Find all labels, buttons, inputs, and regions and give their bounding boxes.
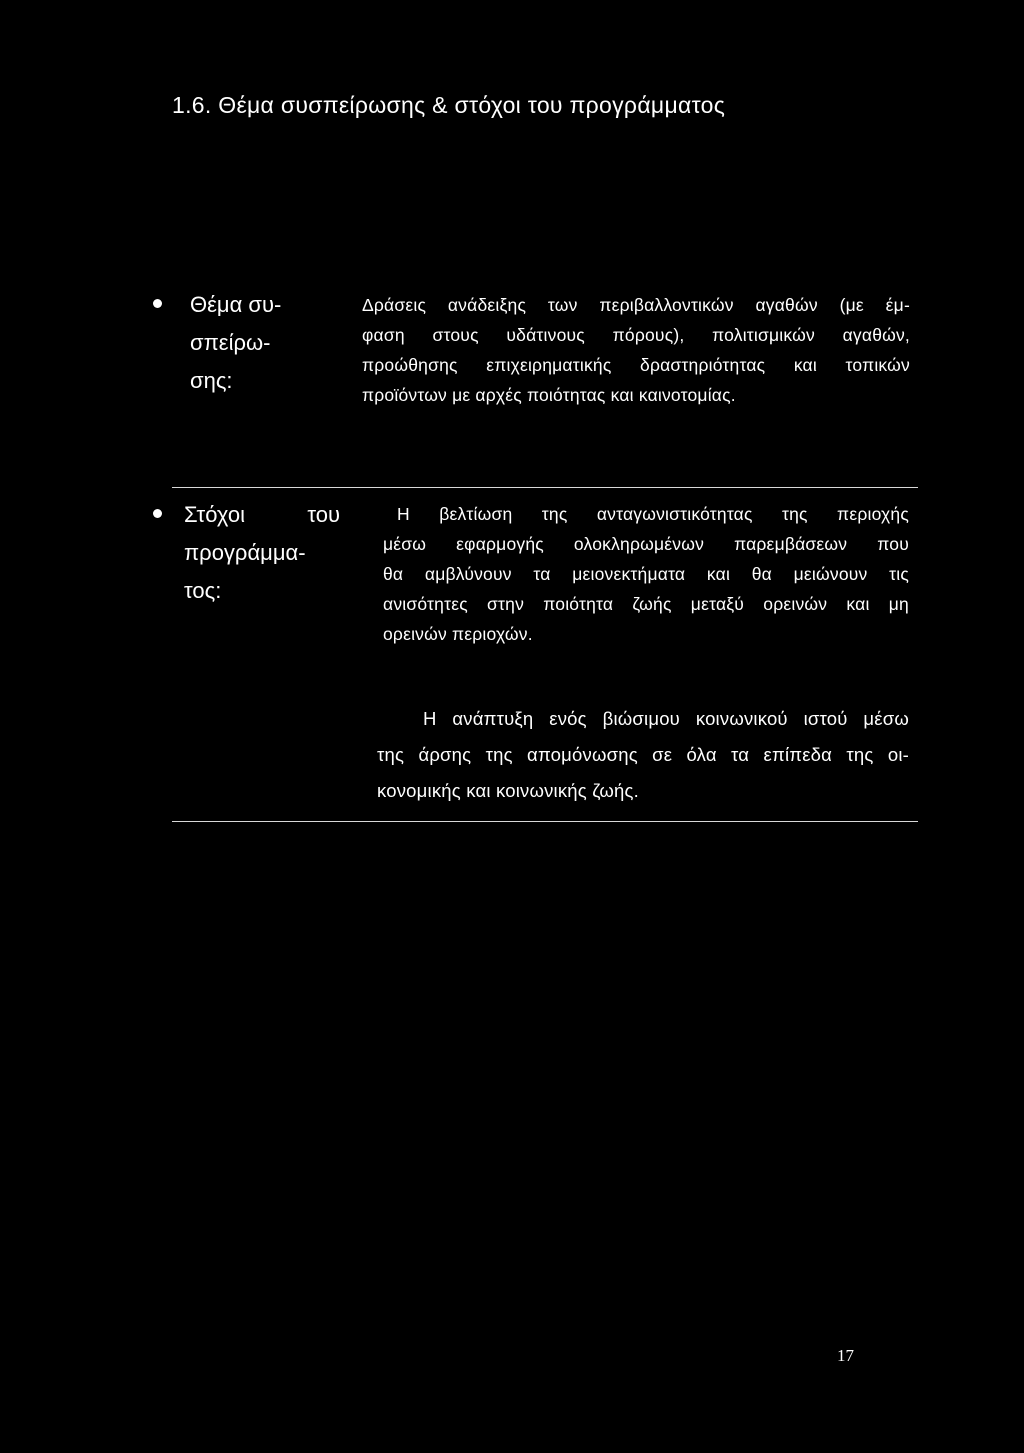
goals-paragraph-line: Η ανάπτυξη ενός βιώσιμου κοινωνικού ιστού μέσω [423, 708, 909, 729]
goals-paragraph-line: θα αμβλύνουν τα μειονεκτήματα και θα μειώνουν τις [383, 564, 909, 584]
theme-body [362, 290, 910, 410]
theme-body-line: Δράσεις ανάδειξης των περιβαλλοντικών αγαθών (με έμ- [362, 295, 910, 315]
goals-paragraph-line: της άρσης της απομόνωσης σε όλα τα επίπεδα της οι- [377, 744, 909, 765]
theme-bullet-icon [153, 299, 162, 308]
theme-label-line: σπείρω- [190, 330, 271, 355]
theme-label-line: σης: [190, 368, 233, 393]
goals-paragraph-1 [383, 499, 909, 649]
goals-bullet-icon [153, 509, 162, 518]
goals-paragraph-line: κονομικής και κοινωνικής ζωής. [377, 780, 639, 801]
theme-label-line: Θέμα συ- [190, 292, 282, 317]
goals-paragraph-line: Η βελτίωση της ανταγωνιστικότητας της περιοχής [397, 504, 909, 524]
goals-paragraph-2 [377, 701, 909, 809]
goals-label-line: τος: [184, 578, 222, 603]
goals-paragraph-line: μέσω εφαρμογής ολοκληρωμένων παρεμβάσεων που [383, 534, 909, 554]
page-number: 17 [837, 1346, 854, 1365]
theme-body-line: φαση στους υδάτινους πόρους), πολιτισμικών αγαθών, [362, 325, 910, 345]
table-top-rule [172, 487, 918, 488]
table-bottom-rule [172, 821, 918, 822]
goals-paragraph-line: ορεινών περιοχών. [383, 624, 533, 644]
goals-label-line: Στόχοι του [184, 502, 340, 527]
theme-body-line: προώθησης επιχειρηματικής δραστηριότητας και τοπικών [362, 355, 910, 375]
section-heading: 1.6. Θέμα συσπείρωσης & στόχοι του προγράμματος [172, 92, 726, 118]
goals-label-line: προγράμμα- [184, 540, 306, 565]
theme-label [190, 286, 281, 400]
goals-label [184, 496, 340, 610]
theme-body-line: προϊόντων με αρχές ποιότητας και καινοτομίας. [362, 385, 736, 405]
goals-paragraph-line: ανισότητες στην ποιότητα ζωής μεταξύ ορεινών και μη [383, 594, 909, 614]
